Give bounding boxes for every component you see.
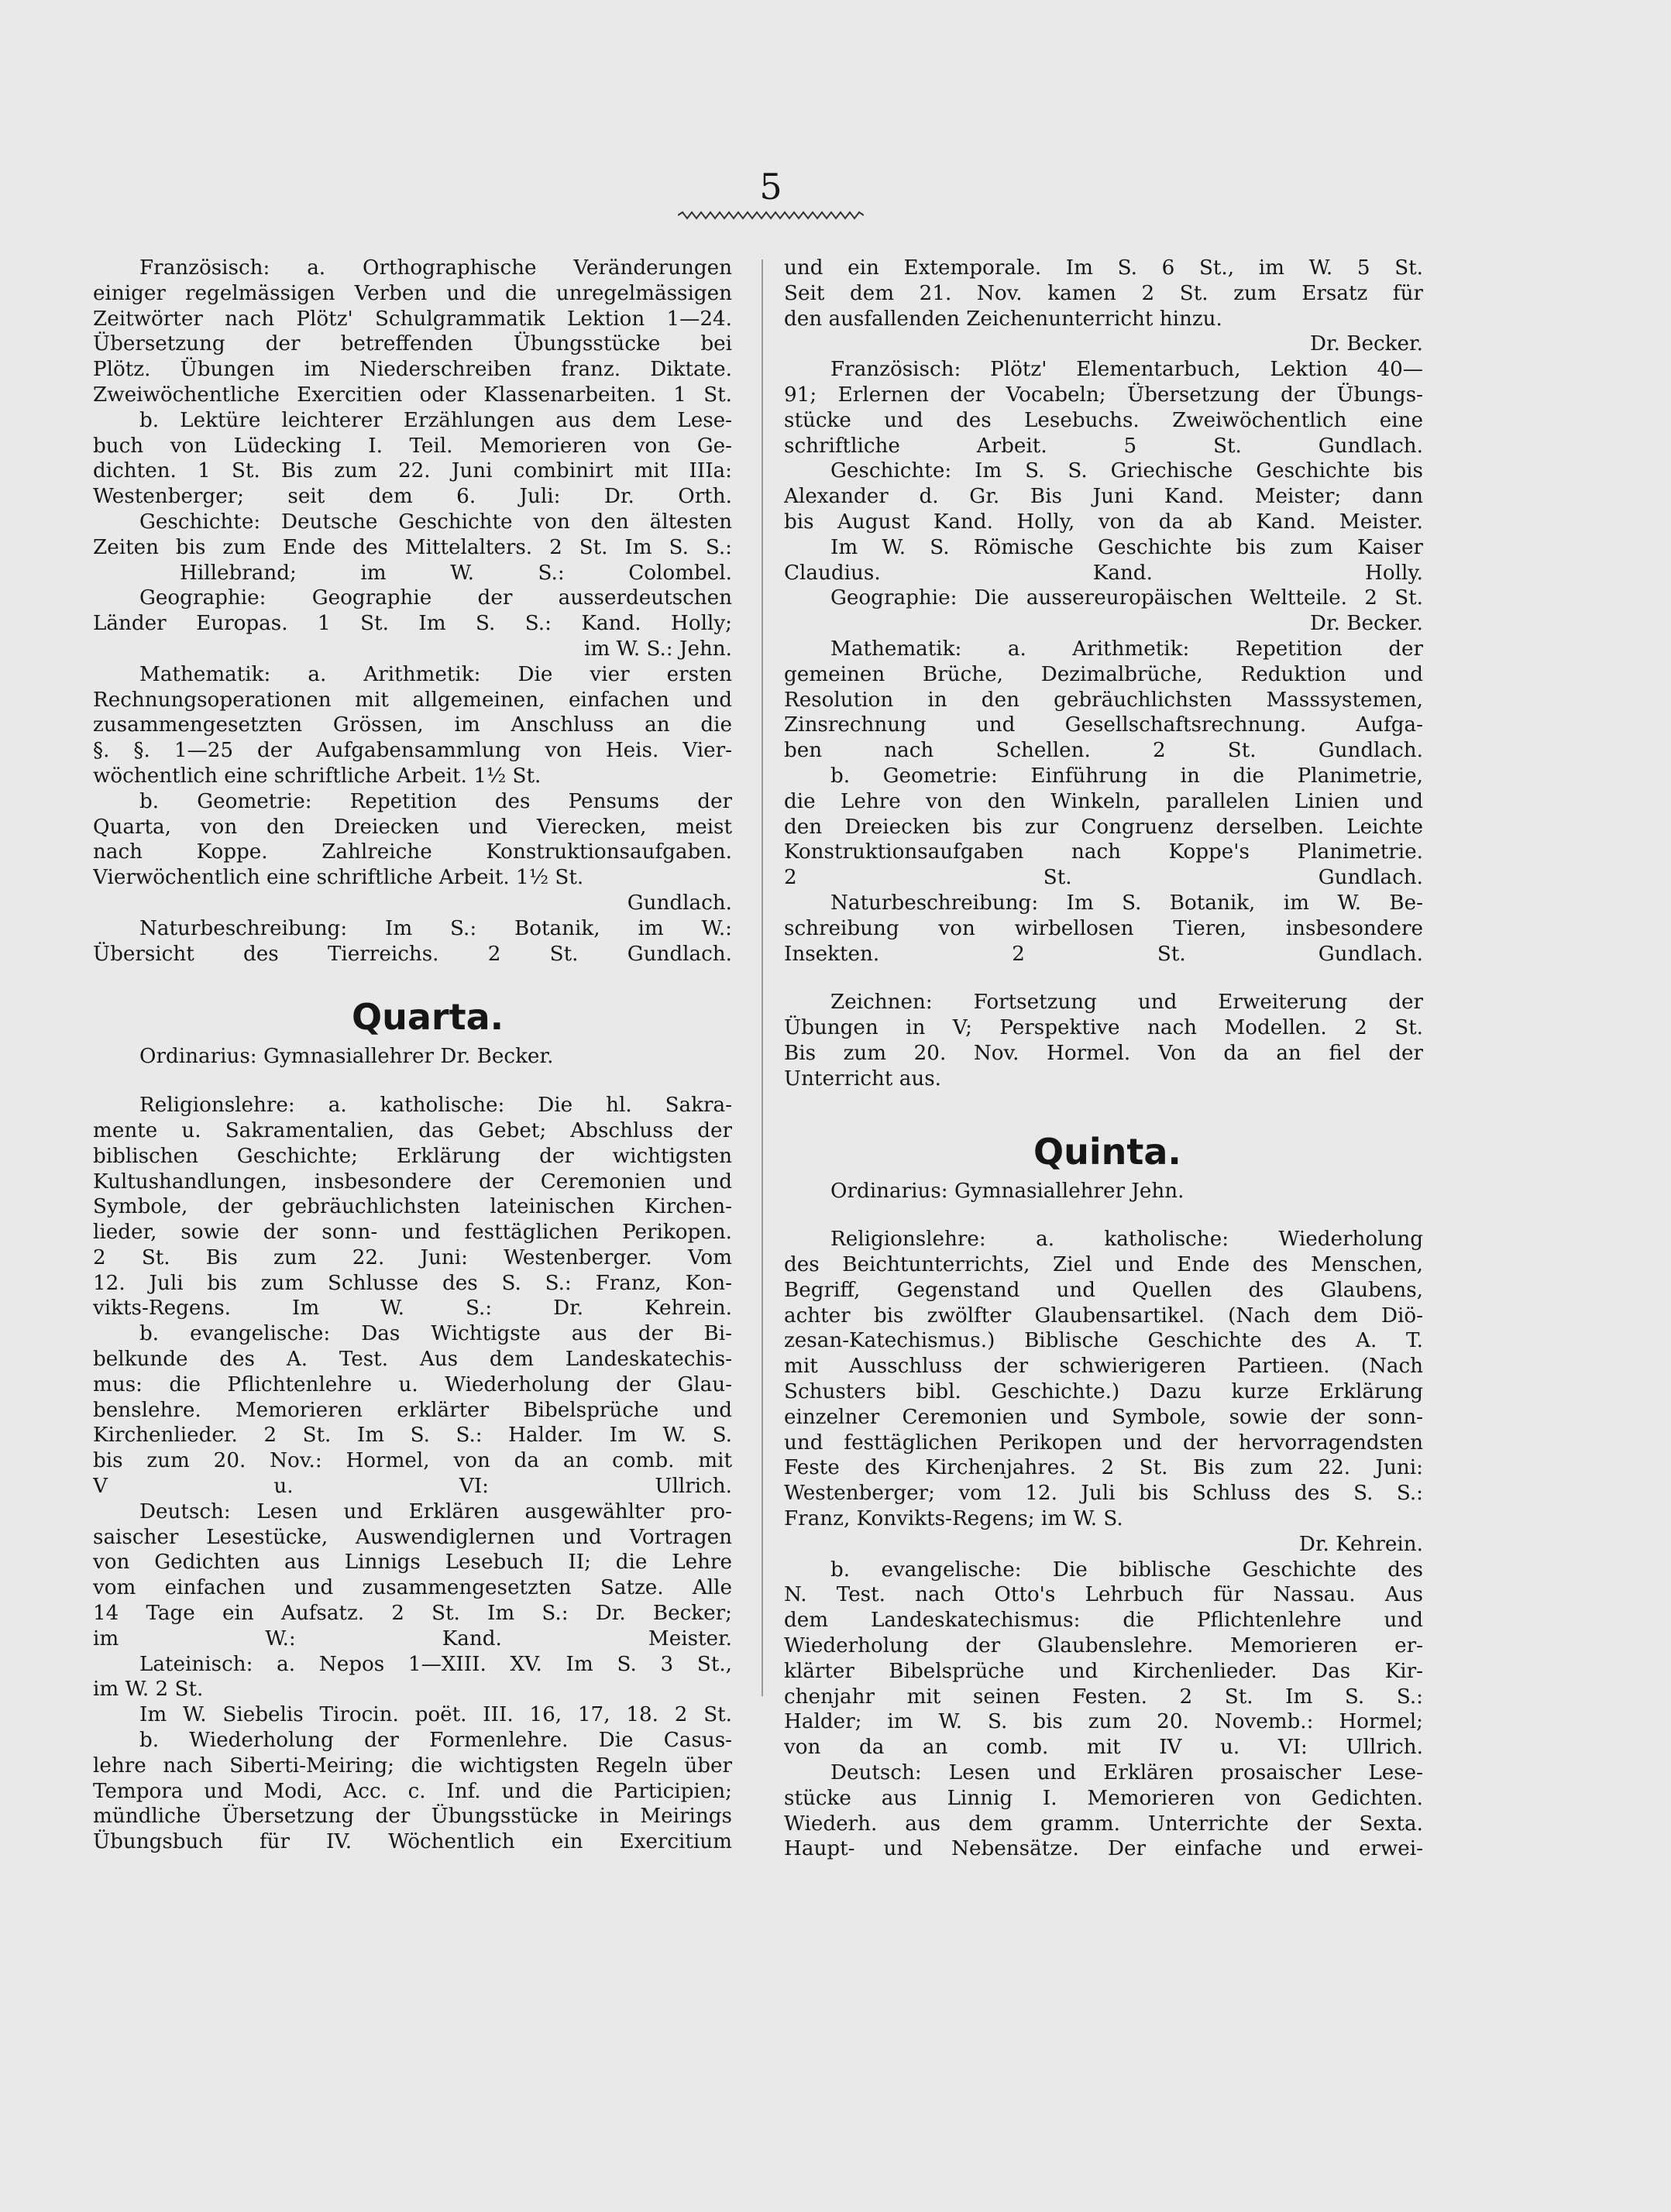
text-line: Übersicht des Tierreichs. 2 St. Gundlach. xyxy=(93,942,732,966)
right-column xyxy=(784,256,1423,1862)
text-line: dem Landeskatechismus: die Pflichtenlehre und xyxy=(784,1609,1423,1633)
text-line: V u. VI: Ullrich. xyxy=(93,1475,732,1499)
wavy-ornament xyxy=(678,211,864,220)
text-line: Alexander d. Gr. Bis Juni Kand. Meister; dann xyxy=(784,485,1423,509)
text-line: mit Ausschluss der schwierigeren Partieen. (Nach xyxy=(784,1355,1423,1379)
text-line: Schusters bibl. Geschichte.) Dazu kurze Erklärung xyxy=(784,1380,1423,1404)
text-line: mente u. Sakramentalien, das Gebet; Abschluss der xyxy=(93,1118,732,1142)
text-line: Dr. Becker. xyxy=(1309,612,1423,636)
text-line: biblischen Geschichte; Erklärung der wichtigsten xyxy=(93,1144,732,1168)
text-line: Mathematik: a. Arithmetik: Die vier ersten xyxy=(139,662,732,686)
text-line: einzelner Ceremonien und Symbole, sowie der sonn- xyxy=(784,1405,1423,1429)
text-line: gemeinen Brüche, Dezimalbrüche, Reduktion und xyxy=(784,662,1423,686)
text-line: des Beichtunterrichts, Ziel und Ende des Menschen, xyxy=(784,1253,1423,1277)
text-line: Haupt- und Nebensätze. Der einfache und erwei- xyxy=(784,1837,1423,1861)
text-line: Übungen in V; Perspektive nach Modellen. 2 St. xyxy=(784,1016,1423,1040)
text-line: Begriff, Gegenstand und Quellen des Glaubens, xyxy=(784,1278,1423,1302)
text-line: bis August Kand. Holly, von da ab Kand. Meister. xyxy=(784,510,1423,534)
column-divider xyxy=(762,259,763,1696)
text-line: Zinsrechnung und Gesellschaftsrechnung. Aufga- xyxy=(784,713,1423,737)
text-line: schreibung von wirbellosen Tieren, insbesondere xyxy=(784,916,1423,940)
text-line: Ordinarius: Gymnasiallehrer Dr. Becker. xyxy=(139,1045,554,1069)
page-number: 5 xyxy=(759,166,782,208)
text-line: 2 St. Bis zum 22. Juni: Westenberger. Vom xyxy=(93,1245,732,1269)
text-line: Rechnungsoperationen mit allgemeinen, einfachen und xyxy=(93,688,732,712)
text-line: Deutsch: Lesen und Erklären prosaischer Lese- xyxy=(830,1761,1423,1785)
text-line: Claudius. Kand. Holly. xyxy=(784,561,1423,585)
text-line: Geschichte: Deutsche Geschichte von den ältesten xyxy=(139,510,732,534)
text-line: den ausfallenden Zeichenunterricht hinzu. xyxy=(784,307,1222,331)
spacer xyxy=(93,967,732,990)
text-line: stücke aus Linnig I. Memorieren von Gedichten. xyxy=(784,1786,1423,1810)
text-line: und festtäglichen Perikopen und der hervorragendsten xyxy=(784,1431,1423,1455)
text-line: Vierwöchentlich eine schriftliche Arbeit. 1½ St. xyxy=(93,866,584,890)
text-line: b. Wiederholung der Formenlehre. Die Casus- xyxy=(139,1729,732,1753)
text-line: Geographie: Die aussereuropäischen Weltteile. 2 St. xyxy=(830,586,1423,610)
text-line: Quarta, von den Dreiecken und Vierecken, meist xyxy=(93,815,732,839)
text-line: ben nach Schellen. 2 St. Gundlach. xyxy=(784,739,1423,763)
text-line: vom einfachen und zusammengesetzten Satze. Alle xyxy=(93,1576,732,1600)
text-line: §. §. 1—25 der Aufgabensammlung von Heis. Vier- xyxy=(93,739,732,763)
text-line: Französisch: a. Orthographische Veränderungen xyxy=(139,256,732,280)
text-line: zusammengesetzten Grössen, im Anschluss an die xyxy=(93,713,732,737)
text-line: Französisch: Plötz' Elementarbuch, Lektion 40— xyxy=(830,358,1423,382)
text-line: im W.: Kand. Meister. xyxy=(93,1626,732,1650)
text-line: achter bis zwölfter Glaubensartikel. (Nach dem Diö- xyxy=(784,1304,1423,1328)
text-line: Ordinarius: Gymnasiallehrer Jehn. xyxy=(830,1179,1184,1203)
text-line: Bis zum 20. Nov. Hormel. Von da an fiel der xyxy=(784,1041,1423,1065)
text-line: b. evangelische: Die biblische Geschichte des xyxy=(830,1558,1423,1582)
text-line: lehre nach Siberti-Meiring; die wichtigsten Regeln über xyxy=(93,1753,732,1778)
text-line: Übungsbuch für IV. Wöchentlich ein Exercitium xyxy=(93,1830,732,1854)
text-line: Zeiten bis zum Ende des Mittelalters. 2 St. Im S. S.: xyxy=(93,535,732,559)
section-heading-quarta: Quarta. xyxy=(352,996,504,1039)
text-line: Wiederholung der Glaubenslehre. Memorieren er- xyxy=(784,1634,1423,1658)
text-line: dichten. 1 St. Bis zum 22. Juni combinirt mit IIIa: xyxy=(93,459,732,483)
text-line: Feste des Kirchenjahres. 2 St. Bis zum 22. Juni: xyxy=(784,1456,1423,1480)
text-line: b. Lektüre leichterer Erzählungen aus dem Lese- xyxy=(139,408,732,432)
text-line: schriftliche Arbeit. 5 St. Gundlach. xyxy=(784,434,1423,458)
text-line: Tempora und Modi, Acc. c. Inf. und die Participien; xyxy=(93,1779,732,1803)
text-line: Übersetzung der betreffenden Übungsstücke bei xyxy=(93,332,732,356)
text-line: Zeitwörter nach Plötz' Schulgrammatik Lektion 1—24. xyxy=(93,307,732,331)
text-line: Deutsch: Lesen und Erklären ausgewählter pro- xyxy=(139,1499,732,1523)
text-line: N. Test. nach Otto's Lehrbuch für Nassau. Aus xyxy=(784,1583,1423,1607)
text-line: benslehre. Memorieren erklärter Bibelsprüche und xyxy=(93,1398,732,1422)
text-line: Naturbeschreibung: Im S. Botanik, im W. Be- xyxy=(830,891,1423,915)
text-line: Mathematik: a. Arithmetik: Repetition der xyxy=(830,637,1423,661)
text-line: vikts-Regens. Im W. S.: Dr. Kehrein. xyxy=(93,1297,732,1321)
text-line: Symbole, der gebräuchlichsten lateinischen Kirchen- xyxy=(93,1195,732,1219)
text-line: stücke und des Lesebuchs. Zweiwöchentlich eine xyxy=(784,408,1423,432)
text-line: nach Koppe. Zahlreiche Konstruktionsaufgaben. xyxy=(93,840,732,864)
text-line: Länder Europas. 1 St. Im S. S.: Kand. Holly; xyxy=(93,612,732,636)
text-line: Plötz. Übungen im Niederschreiben franz. Diktate. xyxy=(93,358,732,382)
spacer xyxy=(784,1204,1423,1227)
text-line: die Lehre von den Winkeln, parallelen Linien und xyxy=(784,789,1423,813)
text-line: Westenberger; seit dem 6. Juli: Dr. Orth. xyxy=(93,485,732,509)
text-line: von da an comb. mit IV u. VI: Ullrich. xyxy=(784,1736,1423,1760)
text-line: von Gedichten aus Linnigs Lesebuch II; die Lehre xyxy=(93,1551,732,1575)
text-line: buch von Lüdecking I. Teil. Memorieren von Ge- xyxy=(93,434,732,458)
text-line: saischer Lesestücke, Auswendiglernen und Vortragen xyxy=(93,1525,732,1549)
text-line: 14 Tage ein Aufsatz. 2 St. Im S.: Dr. Becker; xyxy=(93,1602,732,1626)
text-line: Unterricht aus. xyxy=(784,1066,941,1091)
text-line: Zeichnen: Fortsetzung und Erweiterung der xyxy=(830,991,1423,1015)
text-line: mus: die Pflichtenlehre u. Wiederholung der Glau- xyxy=(93,1372,732,1396)
spacer xyxy=(784,967,1423,990)
text-line: Im W. Siebelis Tirocin. poët. III. 16, 17, 18. 2 St. xyxy=(139,1703,732,1727)
text-line: 91; Erlernen der Vocabeln; Übersetzung der Übungs- xyxy=(784,383,1423,407)
text-line: lieder, sowie der sonn- und festtäglichen Perikopen. xyxy=(93,1221,732,1245)
text-line: Dr. Becker. xyxy=(1309,332,1423,356)
text-line: Dr. Kehrein. xyxy=(1298,1532,1423,1556)
text-line: Naturbeschreibung: Im S.: Botanik, im W.: xyxy=(139,916,732,940)
text-line: den Dreiecken bis zur Congruenz derselben. Leichte xyxy=(784,815,1423,839)
text-line: Konstruktionsaufgaben nach Koppe's Planimetrie. xyxy=(784,840,1423,864)
text-line: mündliche Übersetzung der Übungsstücke in Meirings xyxy=(93,1805,732,1829)
text-line: Kultushandlungen, insbesondere der Ceremonien und xyxy=(93,1170,732,1194)
text-line: bis zum 20. Nov.: Hormel, von da an comb. mit xyxy=(93,1449,732,1473)
text-line: und ein Extemporale. Im S. 6 St., im W. 5 St. xyxy=(784,256,1423,280)
text-line: Insekten. 2 St. Gundlach. xyxy=(784,942,1423,966)
section-heading-quinta: Quinta. xyxy=(1033,1130,1181,1173)
text-line: Hillebrand; im W. S.: Colombel. xyxy=(180,561,732,585)
text-line: Zweiwöchentliche Exercitien oder Klassenarbeiten. 1 St. xyxy=(93,383,732,407)
text-line: Franz, Konvikts-Regens; im W. S. xyxy=(784,1507,1123,1531)
text-line: Westenberger; vom 12. Juli bis Schluss des S. S.: xyxy=(784,1482,1423,1506)
text-line: b. Geometrie: Repetition des Pensums der xyxy=(139,789,732,813)
text-line: Geschichte: Im S. S. Griechische Geschichte bis xyxy=(830,459,1423,483)
text-line: einiger regelmässigen Verben und die unregelmässigen xyxy=(93,281,732,305)
text-line: belkunde des A. Test. Aus dem Landeskatechis- xyxy=(93,1348,732,1372)
text-line: Halder; im W. S. bis zum 20. Novemb.: Hormel; xyxy=(784,1710,1423,1734)
text-line: 12. Juli bis zum Schlusse des S. S.: Franz, Kon- xyxy=(93,1271,732,1295)
text-line: Seit dem 21. Nov. kamen 2 St. zum Ersatz für xyxy=(784,281,1423,305)
spacer xyxy=(93,1070,732,1093)
text-line: klärter Bibelsprüche und Kirchenlieder. Das Kir- xyxy=(784,1659,1423,1683)
text-line: Im W. S. Römische Geschichte bis zum Kaiser xyxy=(830,535,1423,559)
text-line: wöchentlich eine schriftliche Arbeit. 1½ St. xyxy=(93,764,542,788)
text-line: Geographie: Geographie der ausserdeutschen xyxy=(139,586,732,610)
text-line: Kirchenlieder. 2 St. Im S. S.: Halder. Im W. S. xyxy=(93,1424,732,1448)
text-line: im W. S.: Jehn. xyxy=(583,637,732,661)
text-line: Religionslehre: a. katholische: Wiederholung xyxy=(830,1228,1423,1252)
text-line: Resolution in den gebräuchlichsten Masssystemen, xyxy=(784,688,1423,712)
left-column xyxy=(93,256,732,1855)
spacer xyxy=(784,1092,1423,1125)
text-line: Religionslehre: a. katholische: Die hl. Sakra- xyxy=(139,1094,732,1118)
text-line: chenjahr mit seinen Festen. 2 St. Im S. S.: xyxy=(784,1685,1423,1709)
text-line: b. evangelische: Das Wichtigste aus der Bi- xyxy=(139,1322,732,1346)
text-line: zesan-Katechismus.) Biblische Geschichte des A. T. xyxy=(784,1329,1423,1353)
text-line: 2 St. Gundlach. xyxy=(784,866,1423,890)
text-line: Lateinisch: a. Nepos 1—XIII. XV. Im S. 3 St., xyxy=(139,1652,732,1676)
text-line: im W. 2 St. xyxy=(93,1678,204,1702)
text-line: Gundlach. xyxy=(627,891,732,915)
text-line: Wiederh. aus dem gramm. Unterrichte der Sexta. xyxy=(784,1812,1423,1836)
text-line: b. Geometrie: Einführung in die Planimetrie, xyxy=(830,764,1423,788)
